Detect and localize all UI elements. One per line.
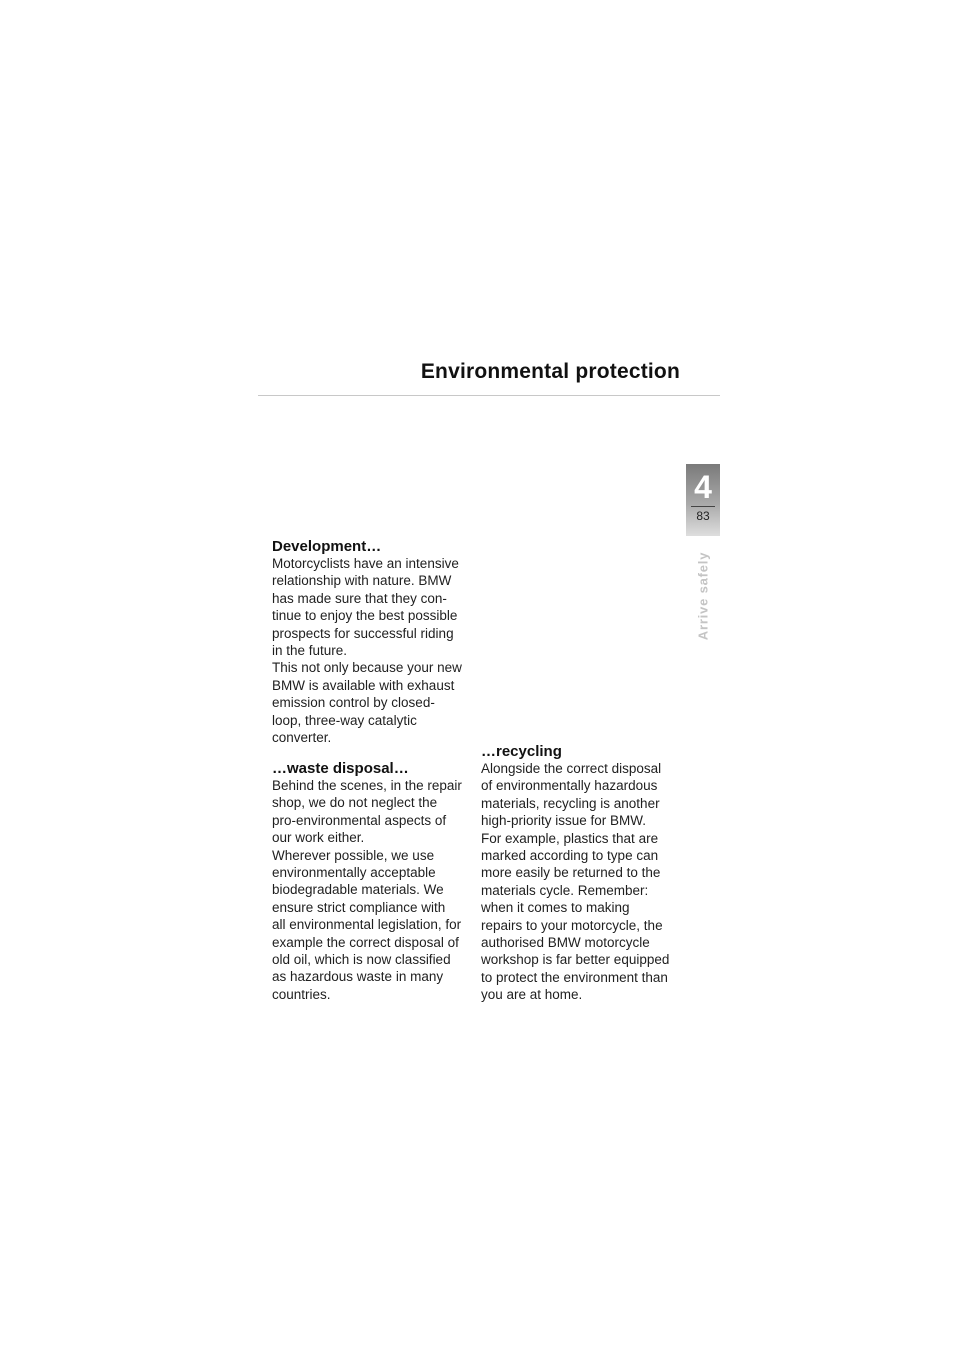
section-body: Behind the scenes, in the repair shop, we do not neglect the pro-environmental aspects of our work either. Wherever possible, we use environmentally acceptable biodegradable materials. We ensure strict compliance with all environmental legislation, for example the correct disposal of old oil, which is now classified as hazardous waste in many countries.: [272, 778, 462, 1002]
title-divider: [258, 395, 720, 396]
section-waste-disposal: [272, 760, 472, 1003]
section-heading: …recycling: [481, 743, 562, 760]
section-heading: …waste disposal…: [272, 760, 409, 777]
section-recycling: [481, 743, 681, 1004]
page-title: Environmental protection: [420, 360, 680, 383]
section-heading: Development…: [272, 538, 382, 555]
chapter-divider: [691, 506, 715, 507]
chapter-name: Arrive safely: [695, 551, 711, 641]
chapter-number: 4: [694, 469, 712, 505]
page-number: 83: [696, 509, 710, 523]
section-body: Alongside the correct disposal of environmentally hazardous materials, recycling is another high-priority issue for BMW. For example, plastics that are marked according to type can more easily be returned to the materials cycle. Remember: when it comes to making repairs to your motorcycle, the authorised BMW motorcycle workshop is far better equipped to protect the environment than you are at home.: [481, 761, 670, 1003]
section-body: Motorcyclists have an intensive relationship with nature. BMW has made sure that they con- tinue to enjoy the best possible prospects for successful riding in the future. This not only because your new BMW is available with exhaust emission control by closed- loop, three-way catalytic converter.: [272, 556, 462, 746]
section-development: [272, 538, 472, 746]
